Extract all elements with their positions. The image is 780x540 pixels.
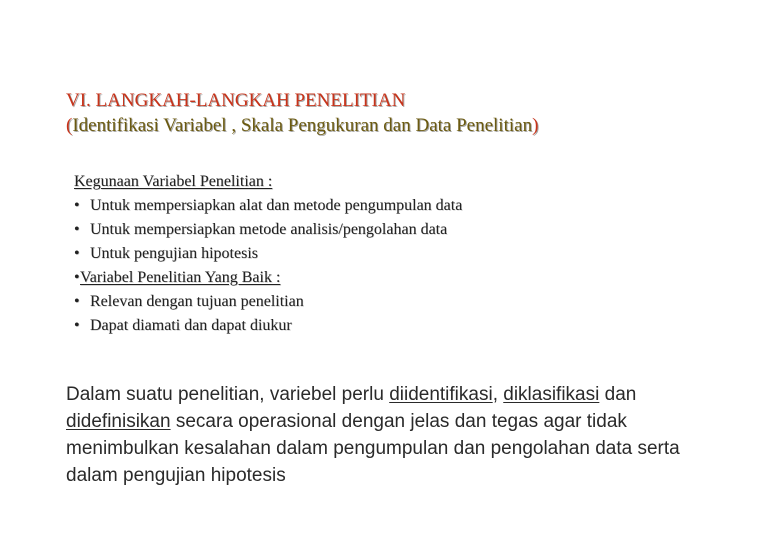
kegunaan-heading — [74, 170, 674, 194]
term-diidentifikasi: diidentifikasi — [389, 384, 493, 405]
title-line-1: VI. LANGKAH-LANGKAH PENELITIAN — [66, 90, 406, 111]
bullet-icon: • — [74, 197, 80, 214]
list-item — [74, 194, 674, 218]
list-item-text: Untuk mempersiapkan alat dan metode pengumpulan data — [90, 197, 463, 214]
list-item-text: Dapat diamati dan dapat diukur — [90, 317, 292, 334]
bullet-icon: • — [74, 269, 80, 286]
paragraph-text: Dalam suatu penelitian, variebel perlu — [66, 384, 390, 405]
title-open-paren: ( — [66, 115, 73, 136]
bullet-icon: • — [74, 317, 80, 334]
paragraph-text: dan — [599, 384, 637, 405]
bullet-icon: • — [74, 245, 80, 262]
paragraph-text: , — [492, 384, 504, 405]
title-subtitle-text: Identifikasi Variabel , Skala Pengukuran dan Data Penelitian — [72, 115, 533, 136]
title-close-paren: ) — [532, 115, 539, 136]
list-item-text: Untuk pengujian hipotesis — [90, 245, 258, 262]
list-item — [74, 314, 674, 338]
bullet-icon: • — [74, 293, 80, 310]
list-item — [74, 218, 674, 242]
kegunaan-heading-text: Kegunaan Variabel Penelitian : — [74, 173, 273, 190]
term-didefinisikan: didefinisikan — [66, 411, 171, 432]
list-item — [74, 242, 674, 266]
list-item-text: Relevan dengan tujuan penelitian — [90, 293, 304, 310]
paragraph-text: secara operasional dengan jelas dan tegas agar tidak menimbulkan kesalahan dalam pengumpulan dan pengolahan data serta dalam pengujian hipotesis — [66, 411, 680, 486]
slide-title — [66, 88, 766, 138]
list-item-text: Untuk mempersiapkan metode analisis/pengolahan data — [90, 221, 448, 238]
term-diklasifikasi: diklasifikasi — [503, 384, 600, 405]
list-item — [74, 290, 674, 314]
variabel-baik-heading — [74, 266, 674, 290]
bullet-icon: • — [74, 221, 80, 238]
title-line-2 — [66, 113, 766, 138]
variabel-baik-heading-text: Variabel Penelitian Yang Baik : — [80, 269, 281, 286]
summary-paragraph — [66, 381, 706, 489]
variable-notes — [74, 170, 674, 338]
